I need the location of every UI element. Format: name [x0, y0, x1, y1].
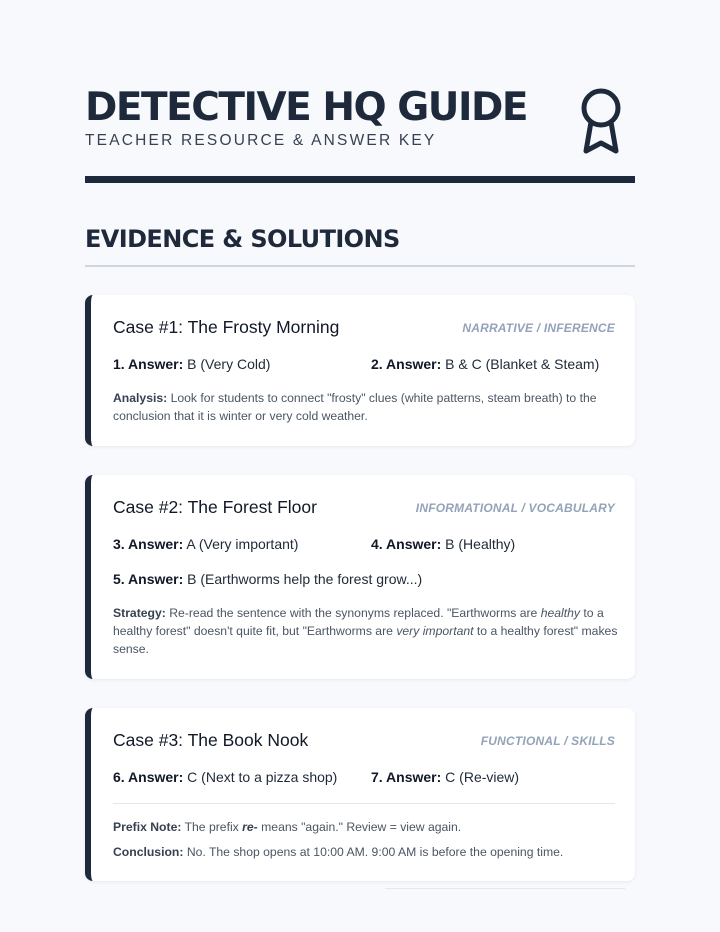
footer-divider [385, 888, 625, 889]
case-card-1 [85, 295, 635, 446]
answer-3: 3. Answer: A (Very important) [113, 536, 299, 552]
case-title: Case #3: The Book Nook [113, 730, 309, 750]
page-subtitle: TEACHER RESOURCE & ANSWER KEY [85, 132, 437, 149]
case-title: Case #1: The Frosty Morning [113, 317, 340, 337]
section-title: EVIDENCE & SOLUTIONS [85, 225, 400, 253]
case-divider [113, 803, 615, 804]
case-card-2 [85, 475, 635, 679]
case-tag: NARRATIVE / INFERENCE [462, 321, 615, 335]
page-header [85, 85, 635, 157]
answer-7: 7. Answer: C (Re-view) [371, 769, 520, 785]
answer-4: 4. Answer: B (Healthy) [371, 536, 516, 552]
conclusion-note: Conclusion: No. The shop opens at 10:00 AM. 9:00 AM is before the opening time. [113, 845, 564, 859]
page-title: DETECTIVE HQ GUIDE [85, 85, 527, 130]
case-tag: INFORMATIONAL / VOCABULARY [415, 501, 615, 515]
answer-1: 1. Answer: B (Very Cold) [113, 356, 271, 372]
award-ribbon-icon [579, 87, 623, 155]
header-divider [85, 176, 635, 183]
answer-5: 5. Answer: B (Earthworms help the forest grow...) [113, 571, 423, 587]
section-divider [85, 265, 635, 267]
case-card-3 [85, 708, 635, 881]
answer-2: 2. Answer: B & C (Blanket & Steam) [371, 356, 600, 372]
strategy-note: Strategy: Re-read the sentence with the synonyms replaced. "Earthworms are healthy to a healthy forest" doesn't quite fit, but "Earthworms are very important to a healthy forest" makes sense. [113, 606, 618, 656]
analysis-note: Analysis: Look for students to connect "frosty" clues (white patterns, steam breath) to the conclusion that it is winter or very cold weather. [113, 391, 597, 423]
case-tag: FUNCTIONAL / SKILLS [480, 734, 615, 748]
answer-6: 6. Answer: C (Next to a pizza shop) [113, 769, 338, 785]
prefix-note: Prefix Note: The prefix re- means "again." Review = view again. [113, 820, 462, 834]
case-title: Case #2: The Forest Floor [113, 497, 317, 517]
